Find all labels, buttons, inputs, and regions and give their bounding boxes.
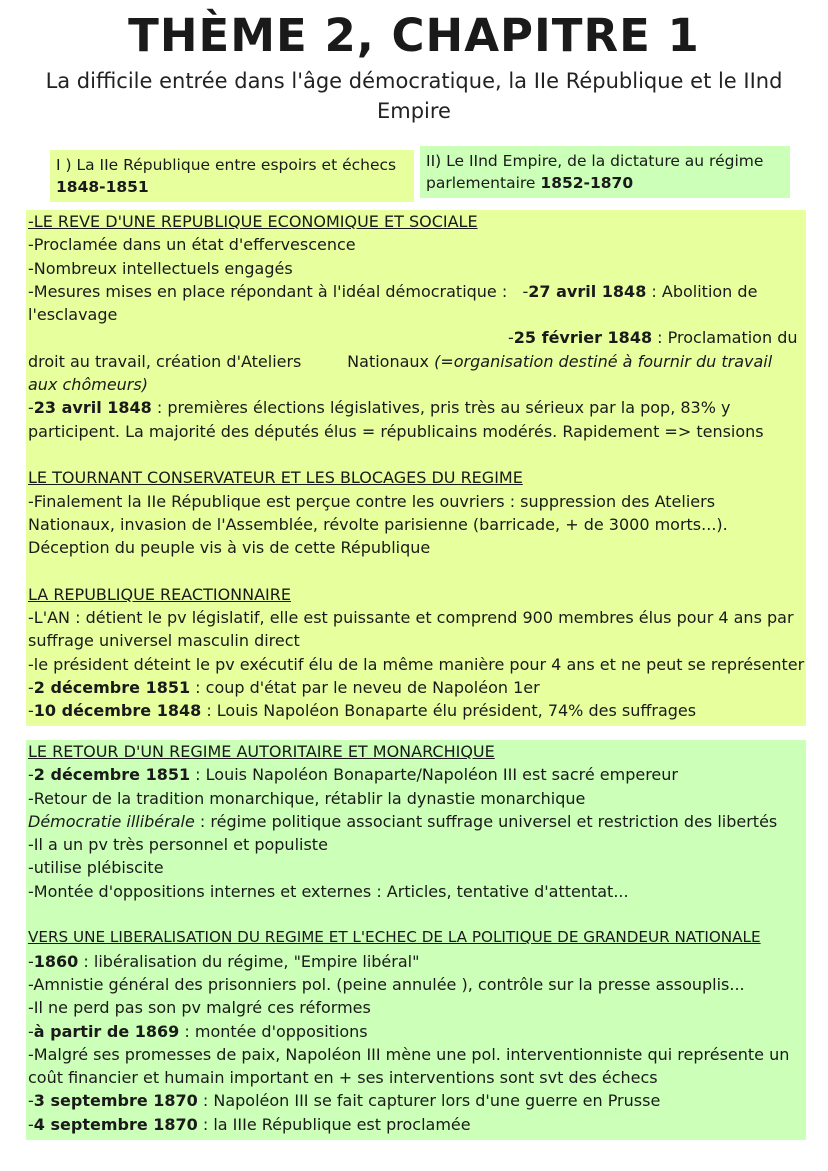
note-line: -L'AN : détient le pv législatif, elle est puissante et comprend 900 membres élus pour 4 ans par suffrage universel masculin direct [28, 608, 794, 651]
section-heading: -LE REVE D'UNE REPUBLIQUE ECONOMIQUE ET SOCIALE [28, 212, 478, 231]
note-line: -Finalement la IIe République est perçue contre les ouvriers : suppression des Ateliers Nationaux, invasion de l'Assemblée, révolte parisienne (barricade, + de 3000 morts...). Déception du peuple vis à vis de cette République [28, 491, 728, 558]
note-text: : premières élections législatives, pris très au sérieux par la pop, 83% y participent. La majorité des députés élus = républicains modérés. Rapidement => tensions [28, 398, 764, 441]
note-text: : libéralisation du régime, "Empire libéral" [78, 951, 420, 971]
part-2-label: II) Le IInd Empire, de la dictature au régime parlementaire [426, 152, 764, 192]
date-label: 2 décembre 1851 [33, 765, 191, 785]
date-label: 2 décembre 1851 [33, 677, 191, 697]
note-line [28, 950, 804, 973]
section-heading: VERS UNE LIBERALISATION DU REGIME ET L'ECHEC DE LA POLITIQUE DE GRANDEUR NATIONALE [28, 928, 761, 947]
note-text: : Napoléon III se fait capturer lors d'une guerre en Prusse [197, 1091, 661, 1111]
note-text: - [28, 1114, 34, 1134]
part-2-dates: 1852-1870 [540, 174, 634, 192]
note-text: : Abolition de [646, 281, 758, 301]
note-text: - [28, 1021, 34, 1041]
note-line: -utilise plébiscite [28, 858, 164, 878]
date-label: 23 avril 1848 [33, 398, 152, 418]
note-text: - [522, 281, 529, 301]
note-line [28, 280, 804, 303]
note-text: : montée d'oppositions [179, 1021, 368, 1041]
note-line: -Malgré ses promesses de paix, Napoléon III mène une pol. interventionniste qui représente un coût financier et humain important en + ses interventions sont svt des échecs [28, 1044, 790, 1088]
note-line: -Il a un pv très personnel et populiste [28, 835, 328, 855]
note-text: - [28, 677, 34, 697]
definition-text: (=organisation destiné à fournir du travail aux chômeurs) [28, 351, 773, 395]
note-line [28, 326, 804, 349]
section-heading: LA REPUBLIQUE REACTIONNAIRE [28, 584, 291, 604]
note-line [28, 350, 804, 397]
section-republique [26, 210, 806, 726]
note-line [28, 676, 804, 699]
section-heading: LE RETOUR D'UN REGIME AUTORITAIRE ET MONARCHIQUE [28, 742, 495, 761]
note-text: : Louis Napoléon Bonaparte élu président, 74% des suffrages [201, 701, 697, 721]
note-text: Nationaux [347, 351, 430, 371]
date-label: 25 février 1848 [513, 328, 653, 348]
date-label: à partir de 1869 [33, 1021, 180, 1041]
note-text: - [28, 701, 34, 721]
part-1-label: I ) La IIe République entre espoirs et échecs [56, 156, 397, 174]
note-line [28, 763, 804, 786]
part-2-heading [420, 146, 790, 198]
note-line [28, 1020, 804, 1043]
date-label: 10 décembre 1848 [33, 701, 202, 721]
page-title: THÈME 2, CHAPITRE 1 [128, 9, 700, 62]
part-1-dates: 1848-1851 [56, 178, 149, 196]
date-label: 3 septembre 1870 [33, 1091, 198, 1111]
part-1-heading [50, 150, 414, 202]
note-line [28, 1113, 804, 1136]
note-line: -Proclamée dans un état d'effervescence [28, 235, 356, 255]
date-label: 27 avril 1848 [528, 281, 647, 301]
note-text: : la IIIe République est proclamée [197, 1114, 471, 1134]
note-text: - [28, 398, 34, 418]
note-text: : Louis Napoléon Bonaparte/Napoléon III est sacré empereur [190, 765, 678, 785]
note-line [28, 1089, 804, 1112]
section-heading: LE TOURNANT CONSERVATEUR ET LES BLOCAGES DU REGIME [28, 468, 523, 488]
date-label: 1860 [33, 951, 79, 971]
note-text: - [28, 951, 34, 971]
note-line: -Il ne perd pas son pv malgré ces réformes [28, 998, 371, 1018]
page-subtitle: La difficile entrée dans l'âge démocratique, la IIe République et le IInd Empire [45, 69, 783, 123]
note-text: : coup d'état par le neveu de Napoléon 1er [190, 677, 540, 697]
note-line [28, 810, 804, 833]
note-line: -Amnistie général des prisonniers pol. (peine annulée ), contrôle sur la presse assouplis... [28, 974, 745, 994]
note-text: - [28, 765, 34, 785]
note-text: - [508, 328, 514, 348]
note-text: droit au travail, création d'Ateliers [28, 351, 302, 371]
note-line [28, 396, 804, 443]
note-line: -Nombreux intellectuels engagés [28, 258, 293, 278]
note-text: : Proclamation du [652, 328, 798, 348]
note-line: l'esclavage [28, 305, 118, 325]
note-line: -Retour de la tradition monarchique, rétablir la dynastie monarchique [28, 788, 586, 808]
note-line: -le président déteint le pv exécutif élu de la même manière pour 4 ans et ne peut se représenter [28, 654, 805, 674]
note-text: -Mesures mises en place répondant à l'idéal démocratique : [28, 281, 508, 301]
date-label: 4 septembre 1870 [33, 1114, 198, 1134]
definition-term: Démocratie illibérale [28, 811, 195, 831]
note-line: -Montée d'oppositions internes et externes : Articles, tentative d'attentat... [28, 881, 629, 901]
section-empire [26, 740, 806, 1140]
note-text: : régime politique associant suffrage universel et restriction des libertés [194, 811, 778, 831]
note-line [28, 699, 804, 722]
note-text: - [28, 1091, 34, 1111]
